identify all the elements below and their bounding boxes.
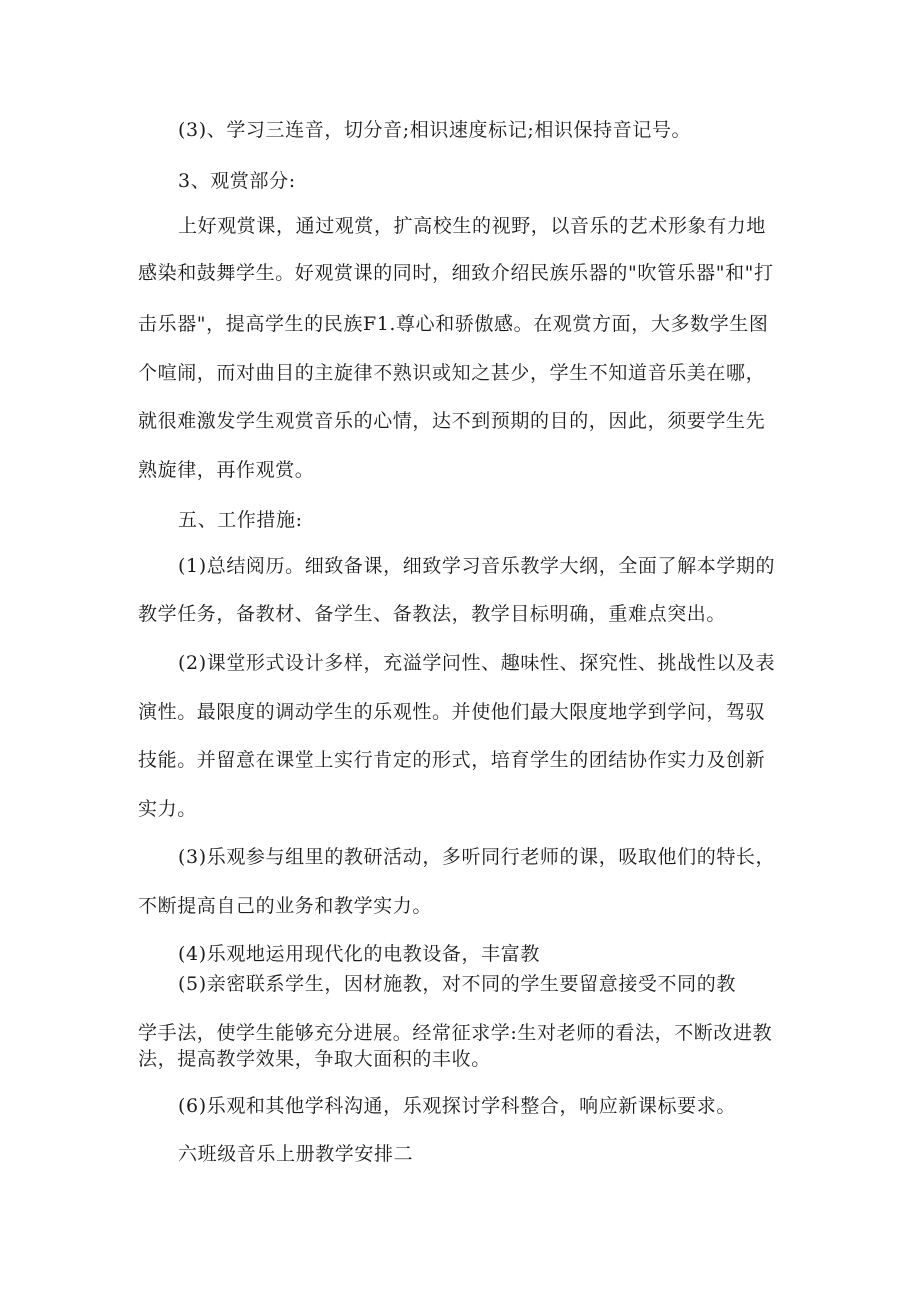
text-line: (5)亲密联系学生，因材施教，对不同的学生要留意接受不同的教	[178, 973, 736, 995]
text-line: (6)乐观和其他学科沟通，乐观探讨学科整合，响应新课标要求。	[178, 1095, 736, 1117]
text-line: 熟旋律，再作观赏。	[138, 459, 315, 481]
text-line: 技能。并留意在课堂上实行肯定的形式，培育学生的团结协作实力及创新	[138, 749, 766, 771]
section-heading: 3、观赏部分:	[178, 170, 296, 192]
text-line: 教学任务，备教材、备学生、备教法，教学目标明确，重难点突出。	[138, 603, 727, 625]
text-line: 上好观赏课，通过观赏，扩高校生的视野，以音乐的艺术形象有力地	[178, 215, 767, 237]
section-heading: 五、工作措施:	[178, 509, 303, 531]
text-line: (4)乐观地运用现代化的电教设备，丰富教	[178, 943, 540, 965]
text-line: 个喧闹，而对曲目的主旋律不熟识或知之甚少，学生不知道音乐美在哪，	[138, 362, 766, 384]
text-line: 不断提高自己的业务和教学实力。	[138, 895, 433, 917]
text-line: 法，提高教学效果，争取大面积的丰收。	[138, 1048, 491, 1070]
text-line: 感染和鼓舞学生。好观赏课的同时，细致介绍民族乐器的"吹管乐器"和"打	[138, 262, 774, 284]
text-line: 实力。	[138, 798, 197, 820]
text-line: 击乐器"，提高学生的民族F1.尊心和骄傲感。在观赏方面，大多数学生图	[138, 313, 769, 335]
text-line: 就很难激发学生观赏音乐的心情，达不到预期的目的，因此，须要学生先	[138, 410, 766, 432]
text-line: (3)、学习三连音，切分音;相识速度标记;相识保持音记号。	[178, 119, 692, 141]
section-heading: 六班级音乐上册教学安排二	[178, 1143, 414, 1165]
text-line: (3)乐观参与组里的教研活动，多听同行老师的课，吸取他们的特长，	[178, 846, 776, 868]
text-line: (1)总结阅历。细致备课，细致学习音乐教学大纲，全面了解本学期的	[178, 555, 776, 577]
text-line: 演性。最限度的调动学生的乐观性。并使他们最大限度地学到学问，驾驭	[138, 701, 766, 723]
text-line: 学手法，使学生能够充分进展。经常征求学:生对老师的看法，不断改进教	[138, 1022, 773, 1044]
text-line: (2)课堂形式设计多样，充溢学问性、趣味性、探究性、挑战性以及表	[178, 652, 776, 674]
